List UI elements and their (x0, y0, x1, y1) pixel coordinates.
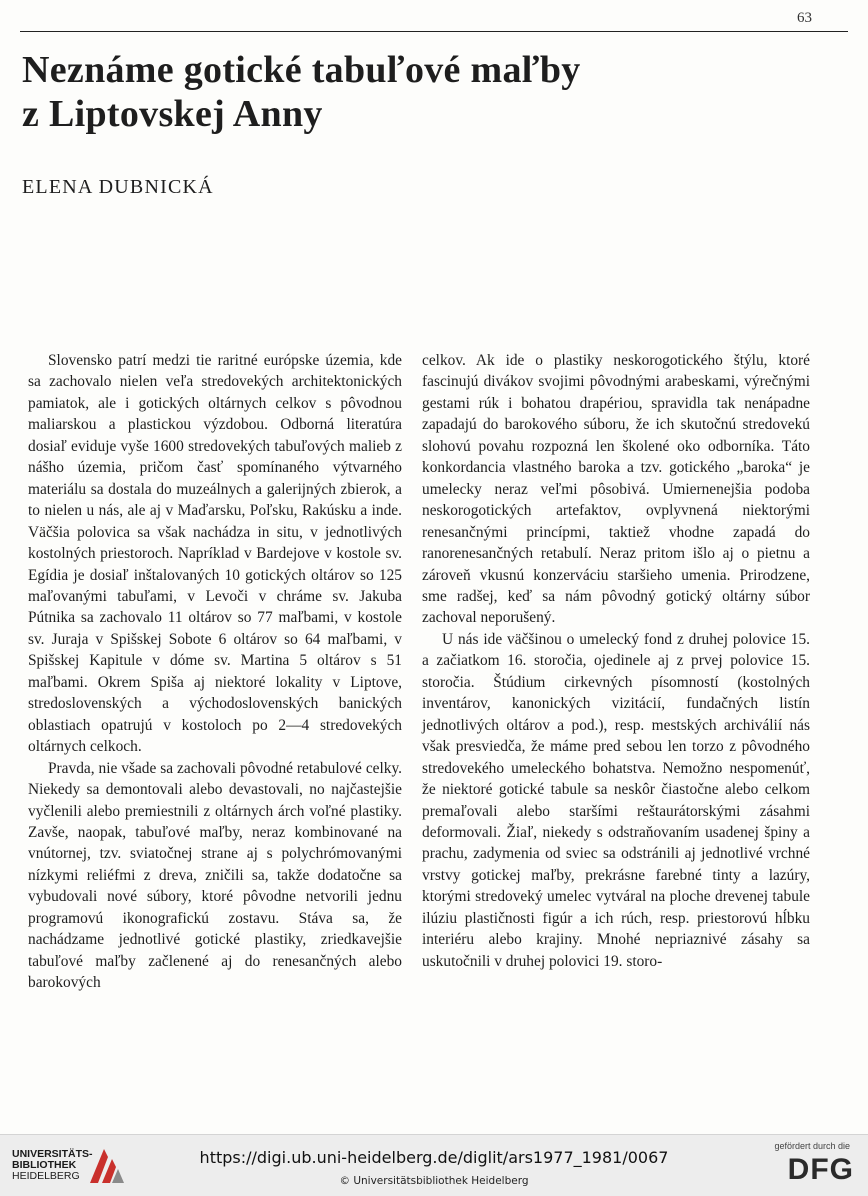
article-title (22, 48, 822, 136)
title-line-2: z Liptovskej Anny (22, 93, 323, 135)
logo-line: UNIVERSITÄTS- (12, 1148, 93, 1160)
page-number: 63 (797, 10, 812, 26)
title-line-1: Neznáme gotické tabuľové maľby (22, 49, 581, 91)
author-name: ELENA DUBNICKÁ (22, 176, 214, 198)
dfg-logo[interactable]: DFG (787, 1153, 854, 1186)
funding-note: gefördert durch die (774, 1141, 850, 1151)
header-rule (20, 31, 848, 32)
logo-line: BIBLIOTHEK (12, 1159, 77, 1171)
logo-line: HEIDELBERG (12, 1170, 80, 1182)
paragraph: U nás ide väčšinou o umelecký fond z druhej polovice 15. a začiatkom 16. storočia, ojedinele aj z prvej polovice 15. storočia. Štúdium cirkevných písomností (kostolných inventárov, kanonických vizitácií, fundačných listín jednotlivých oltárov a pod.), resp. mestských archiválií nás však presviedča, že máme pred sebou len torzo z pôvodného stredovekého umeleckého bohatstva. Nemožno nespomenúť, že niektoré gotické tabule sa neskôr čiastočne alebo celkom premaľovali alebo staršími reštaurátorskými zásahmi deformovali. Žiaľ, niekedy s odstraňovaním usadenej špiny a prachu, zadymenia od sviec sa odstránili aj jednotlivé vrchné vrstvy gotickej maľby, prekrásne farebné tinty a lazúry, ktorými stredoveký umelec vytváral na ploche drevenej tabule ilúziu plastičnosti figúr a ich rúch, resp. priestorovú hĺbku interiéru alebo krajiny. Mnohé nepriaznivé zásahy sa uskutočnili v druhej polovici 19. storo- (422, 630, 810, 970)
viewer-footer (0, 1134, 868, 1196)
permalink-url[interactable]: https://digi.ub.uni-heidelberg.de/diglit/ars1977_1981/0067 (199, 1148, 669, 1167)
paragraph: Slovensko patrí medzi tie raritné európske územia, kde sa zachovalo nielen veľa stredovekých architektonických pamiatok, ale i gotických oltárnych celkov s pôvodnou maliarskou a plastickou výzdobou. Odborná literatúra dosiaľ eviduje vyše 1600 stredovekých tabuľových malieb z nášho územia, pričom časť spomínaného výtvarného materiálu sa dostala do muzeálnych a galerijných zbierok, a to nielen u nás, ale aj v Maďarsku, Poľsku, Rakúsku a inde. Väčšia polovica sa však nachádza in situ, v jednotlivých kostolných priestoroch. Napríklad v Bardejove v kostole sv. Egídia je dosiaľ inštalovaných 10 gotických oltárov so 125 maľovanými tabuľami, v Levoči v chráme sv. Jakuba Pútnika sa zachovalo 11 oltárov so 77 maľbami, v kostole sv. Juraja v Spišskej Sobote 6 oltárov so 64 maľbami, v Spišskej Kapitule v dóme sv. Martina 5 oltárov s 51 maľbami. Okrem Spiša aj niektoré lokality v Liptove, stredoslovenských a východoslovenských banických oblastiach opatrujú v kostoloch po 2—4 stredovekých oltárnych celkoch. (28, 352, 402, 756)
left-column (28, 350, 402, 994)
paragraph: celkov. Ak ide o plastiky neskorogotického štýlu, ktoré fascinujú divákov svojimi pôvodnými arabeskami, výrečnými gestami rúk i bohatou drapériou, spravidla tak nenápadne zapadajú do barokového súboru, že ich skutočnú stredovekú slohovú povahu rozpozná len školené oko odborníka. Táto konkordancia vlastného baroka a tzv. gotického „baroka“ je umelecky neraz veľmi pôsobivá. Umiernenejšia podoba neskorogotických artefaktov, ovplyvnená niektorými renesančnými princípmi, taktiež vhodne zapadá do ranorenesančných retabulí. Neraz pritom išlo aj o pietnu a zároveň vkusnú konzerváciu staršieho umenia. Prirodzene, sme radšej, keď sa nám pôvodný gotický oltárny súbor zachoval neporušený. (422, 352, 810, 627)
right-column (422, 350, 810, 972)
paragraph: Pravda, nie všade sa zachovali pôvodné retabulové celky. Niekedy sa demontovali alebo devastovali, no najčastejšie vyčlenili alebo premiestnili z oltárnych árch voľné plastiky. Zavše, naopak, tabuľové maľby, neraz kombinované na vnútornej, tzv. sviatočnej strane aj s polychrómovanými nízkymi reliéfmi z dreva, zničili sa, takže dodatočne sa vybudovali nové súbory, ktoré pôvodne netvorili jednu programovú ikonografickú zostavu. Stáva sa, že nachádzame jednotlivé gotické plastiky, zriedkavejšie tabuľové maľby začlenené aj do renesančných alebo barokových (28, 759, 402, 992)
copyright-notice: © Universitätsbibliothek Heidelberg (339, 1175, 529, 1187)
